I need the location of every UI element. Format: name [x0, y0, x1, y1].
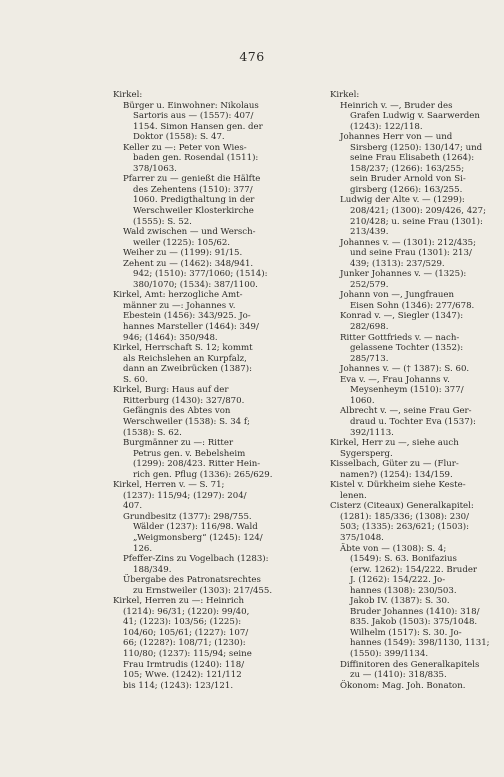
- entry-line: sein Bruder Arnold von Si-: [350, 174, 466, 185]
- entry-line: 208/421; (1300): 209/426, 427;: [350, 206, 486, 217]
- index-entry: [113, 554, 295, 575]
- entry-line: Wald zwischen — und Wersch-: [123, 227, 256, 238]
- index-entry: [330, 132, 492, 195]
- entry-line: 213/439.: [350, 227, 389, 238]
- index-entry: [113, 174, 295, 227]
- entry-line: weiler (1225): 105/62.: [133, 237, 231, 248]
- entry-line: Kirkel, Herren v. — S. 71;: [113, 480, 225, 491]
- entry-line: 375/1048.: [340, 532, 384, 543]
- index-entry: [330, 195, 492, 237]
- entry-line: Wälder (1237): 116/98. Wald: [133, 522, 258, 533]
- entry-line: (erw. 1262): 154/222. Bruder: [350, 564, 478, 575]
- entry-line: Kirkel:: [113, 90, 143, 100]
- entry-line: Eisen Sohn (1346): 277/678.: [350, 300, 475, 311]
- index-entry: [113, 343, 295, 385]
- entry-line: Weiher zu — (1199): 91/15.: [123, 248, 243, 259]
- entry-line: (1243): 122/118.: [350, 121, 423, 132]
- entry-line: Junker Johannes v. — (1325):: [340, 269, 467, 280]
- entry-line: Ebestein (1456): 343/925. Jo-: [123, 311, 251, 322]
- entry-line: S. 60.: [123, 374, 148, 385]
- entry-line: Johannes Herr von — und: [340, 132, 453, 143]
- entry-line: girsberg (1266): 163/255.: [350, 184, 463, 195]
- entry-line: „Weigmonsberg“ (1245): 124/: [133, 532, 263, 543]
- entry-line: Gefängnis des Abtes von: [123, 406, 231, 417]
- entry-line: rich gen. Pflug (1336): 265/629.: [133, 469, 273, 480]
- entry-line: Petrus gen. v. Bebelsheim: [133, 448, 246, 459]
- entry-line: (1237): 115/94; (1297): 204/: [123, 490, 247, 501]
- index-entry: [113, 227, 295, 248]
- index-entry: [113, 290, 295, 343]
- index-entry: [330, 501, 492, 543]
- entry-line: 392/1113.: [350, 427, 394, 438]
- entry-line: Bürger u. Einwohner: Nikolaus: [123, 100, 259, 111]
- index-entry: [330, 375, 492, 407]
- entry-line: Übergabe des Patronatsrechtes: [123, 575, 261, 586]
- entry-line: Kirkel, Herren zu —: Heinrich: [113, 596, 245, 607]
- entry-line: 282/698.: [350, 322, 389, 333]
- entry-line: Heinrich v. —, Bruder des: [340, 100, 453, 111]
- entry-line: Eva v. —, Frau Johanns v.: [340, 374, 450, 385]
- entry-line: Johann von —, Jungfrauen: [340, 290, 455, 301]
- entry-line: Grafen Ludwig v. Saarwerden: [350, 111, 480, 122]
- entry-line: 104/60; 105/61; (1227): 107/: [123, 627, 249, 638]
- entry-line: (1214): 96/31; (1220): 99/40,: [123, 606, 250, 617]
- entry-line: 835. Jakob (1503): 375/1048.: [350, 617, 478, 628]
- index-entry: [330, 333, 492, 365]
- entry-line: 946; (1464): 350/948.: [123, 332, 218, 343]
- entry-line: Sygersperg.: [340, 448, 393, 459]
- index-column-right: [330, 90, 492, 691]
- index-entry: [330, 238, 492, 270]
- entry-line: und seine Frau (1301): 213/: [350, 248, 472, 259]
- entry-line: Cisterz (Citeaux) Generalkapitel:: [330, 501, 474, 512]
- entry-line: 1154. Simon Hansen gen. der: [133, 121, 263, 132]
- index-entry: [330, 681, 492, 692]
- index-entry: [113, 143, 295, 175]
- entry-line: bis 114; (1243): 123/121.: [123, 680, 234, 691]
- entry-line: 110/80; (1237): 115/94; seine: [123, 648, 252, 659]
- entry-line: Ludwig der Alte v. — (1299):: [340, 195, 465, 206]
- index-entry: [330, 269, 492, 290]
- entry-line: zu — (1410): 318/835.: [350, 670, 447, 681]
- entry-line: Grundbesitz (1377): 298/755.: [123, 511, 252, 522]
- entry-line: Pfarrer zu — genießt die Hälfte: [123, 174, 261, 185]
- entry-line: Konrad v. —, Siegler (1347):: [340, 311, 464, 322]
- entry-line: Werschweiler (1538): S. 34 f;: [123, 416, 250, 427]
- entry-line: (1299): 208/423. Ritter Hein-: [133, 459, 261, 470]
- entry-line: Ökonom: Mag. Joh. Bonaton.: [340, 680, 466, 691]
- entry-line: Ritterburg (1430): 327/870.: [123, 395, 245, 406]
- entry-line: (1281): 185/336; (1308): 230/: [340, 511, 470, 522]
- index-entry: [113, 575, 295, 596]
- entry-line: dann an Zweibrücken (1387):: [123, 364, 252, 375]
- index-entry: [113, 596, 295, 691]
- entry-line: hannes (1549): 398/1130, 1131;: [350, 638, 490, 649]
- entry-line: Kirkel, Burg: Haus auf der: [113, 385, 229, 396]
- entry-line: Sartoris aus — (1557): 407/: [133, 111, 254, 122]
- entry-line: Albrecht v. —, seine Frau Ger-: [340, 406, 472, 417]
- entry-line: Doktor (1558): S. 47.: [133, 132, 225, 143]
- entry-line: (1538): S. 62.: [123, 427, 182, 438]
- entry-line: Jakob IV. (1387): S. 30.: [350, 596, 450, 607]
- entry-line: 105; Wwe. (1242): 121/112: [123, 670, 242, 681]
- entry-line: 41; (1223): 103/56; (1225):: [123, 617, 242, 628]
- entry-line: Sirsberg (1250): 130/147; und: [350, 142, 483, 153]
- entry-line: Kirkel:: [330, 90, 360, 100]
- entry-line: 285/713.: [350, 353, 389, 364]
- entry-line: (1549): S. 63. Bonifazius: [350, 554, 457, 565]
- entry-line: 380/1070; (1534): 387/1100.: [133, 279, 258, 290]
- entry-line: Kisselbach, Güter zu — (Flur-: [330, 459, 459, 470]
- entry-line: 1060. Predigthaltung in der: [133, 195, 255, 206]
- index-entry: [330, 544, 492, 660]
- entry-line: baden gen. Rosendal (1511):: [133, 153, 259, 164]
- entry-line: Ritter Gottfrieds v. — nach-: [340, 332, 460, 343]
- entry-line: 407.: [123, 501, 143, 512]
- entry-line: J. (1262): 154/222. Jo-: [350, 575, 446, 586]
- index-column-left: [113, 90, 295, 691]
- entry-line: hannes (1308): 230/503.: [350, 585, 457, 596]
- entry-line: Kirkel, Herr zu —, siehe auch: [330, 438, 459, 449]
- entry-line: Wilhelm (1517): S. 30. Jo-: [350, 627, 462, 638]
- entry-line: Pfeffer-Zins zu Vogelbach (1283):: [123, 554, 269, 565]
- entry-line: als Reichslehen an Kurpfalz,: [123, 353, 247, 364]
- index-entry: [330, 660, 492, 681]
- entry-line: 252/579.: [350, 279, 389, 290]
- entry-line: Zehent zu — (1462): 348/941.: [123, 258, 254, 269]
- entry-line: gelassene Tochter (1352):: [350, 343, 464, 354]
- page-number: 476: [239, 49, 265, 64]
- entry-line: Burgmänner zu —: Ritter: [123, 438, 234, 449]
- entry-line: Johannes v. — († 1387): S. 60.: [340, 364, 470, 375]
- entry-line: männer zu —: Johannes v.: [123, 300, 236, 311]
- entry-line: 66; (1228?): 108/71; (1230):: [123, 638, 246, 649]
- entry-line: Johannes v. — (1301): 212/435;: [340, 237, 476, 248]
- entry-line: Kistel v. Dürkheim siehe Keste-: [330, 480, 466, 491]
- index-entry: [330, 290, 492, 311]
- index-entry: [330, 438, 492, 459]
- entry-line: 210/428; u. seine Frau (1301):: [350, 216, 483, 227]
- index-entry: [113, 90, 295, 101]
- index-entry: [113, 101, 295, 143]
- entry-line: 378/1063.: [133, 163, 177, 174]
- entry-line: lenen.: [340, 490, 367, 501]
- entry-line: Bruder Johannes (1410): 318/: [350, 606, 480, 617]
- entry-line: des Zehentens (1510): 377/: [133, 184, 253, 195]
- index-entry: [113, 259, 295, 291]
- index-entry: [330, 406, 492, 438]
- entry-line: Werschweiler Klosterkirche: [133, 206, 254, 217]
- entry-line: (1555): S. 52.: [133, 216, 192, 227]
- entry-line: Kirkel, Herrschaft S. 12; kommt: [113, 343, 253, 354]
- entry-line: Meysenheym (1510): 377/: [350, 385, 464, 396]
- index-entry: [330, 311, 492, 332]
- entry-line: 942; (1510): 377/1060; (1514):: [133, 269, 268, 280]
- entry-line: 1060.: [350, 395, 375, 406]
- index-entry: [113, 512, 295, 554]
- entry-line: namen?) (1254): 134/159.: [340, 469, 453, 480]
- index-entry: [330, 480, 492, 501]
- entry-line: 439; (1313): 237/529.: [350, 258, 445, 269]
- entry-line: 158/237; (1266): 163/255;: [350, 163, 465, 174]
- entry-line: seine Frau Elisabeth (1264):: [350, 153, 475, 164]
- entry-line: Frau Irmtrudis (1240): 118/: [123, 659, 245, 670]
- index-entry: [330, 101, 492, 133]
- entry-line: Keller zu —: Peter von Wies-: [123, 142, 247, 153]
- entry-line: zu Ernstweiler (1303): 217/455.: [133, 585, 273, 596]
- entry-line: 126.: [133, 543, 153, 554]
- index-entry: [330, 459, 492, 480]
- index-entry: [330, 364, 492, 375]
- entry-line: hannes Marsteller (1464): 349/: [123, 322, 259, 333]
- entry-line: Diffinitoren des Generalkapitels: [340, 659, 480, 670]
- entry-line: 188/349.: [133, 564, 172, 575]
- index-entry: [330, 90, 492, 101]
- entry-line: Kirkel, Amt: herzogliche Amt-: [113, 290, 243, 301]
- entry-line: draud u. Tochter Eva (1537):: [350, 416, 476, 427]
- index-entry: [113, 385, 295, 438]
- index-entry: [113, 248, 295, 259]
- entry-line: Äbte von — (1308): S. 4;: [340, 543, 447, 554]
- index-entry: [113, 480, 295, 512]
- entry-line: (1550): 399/1134.: [350, 648, 429, 659]
- index-entry: [113, 438, 295, 480]
- entry-line: 503; (1335): 263/621; (1503):: [340, 522, 470, 533]
